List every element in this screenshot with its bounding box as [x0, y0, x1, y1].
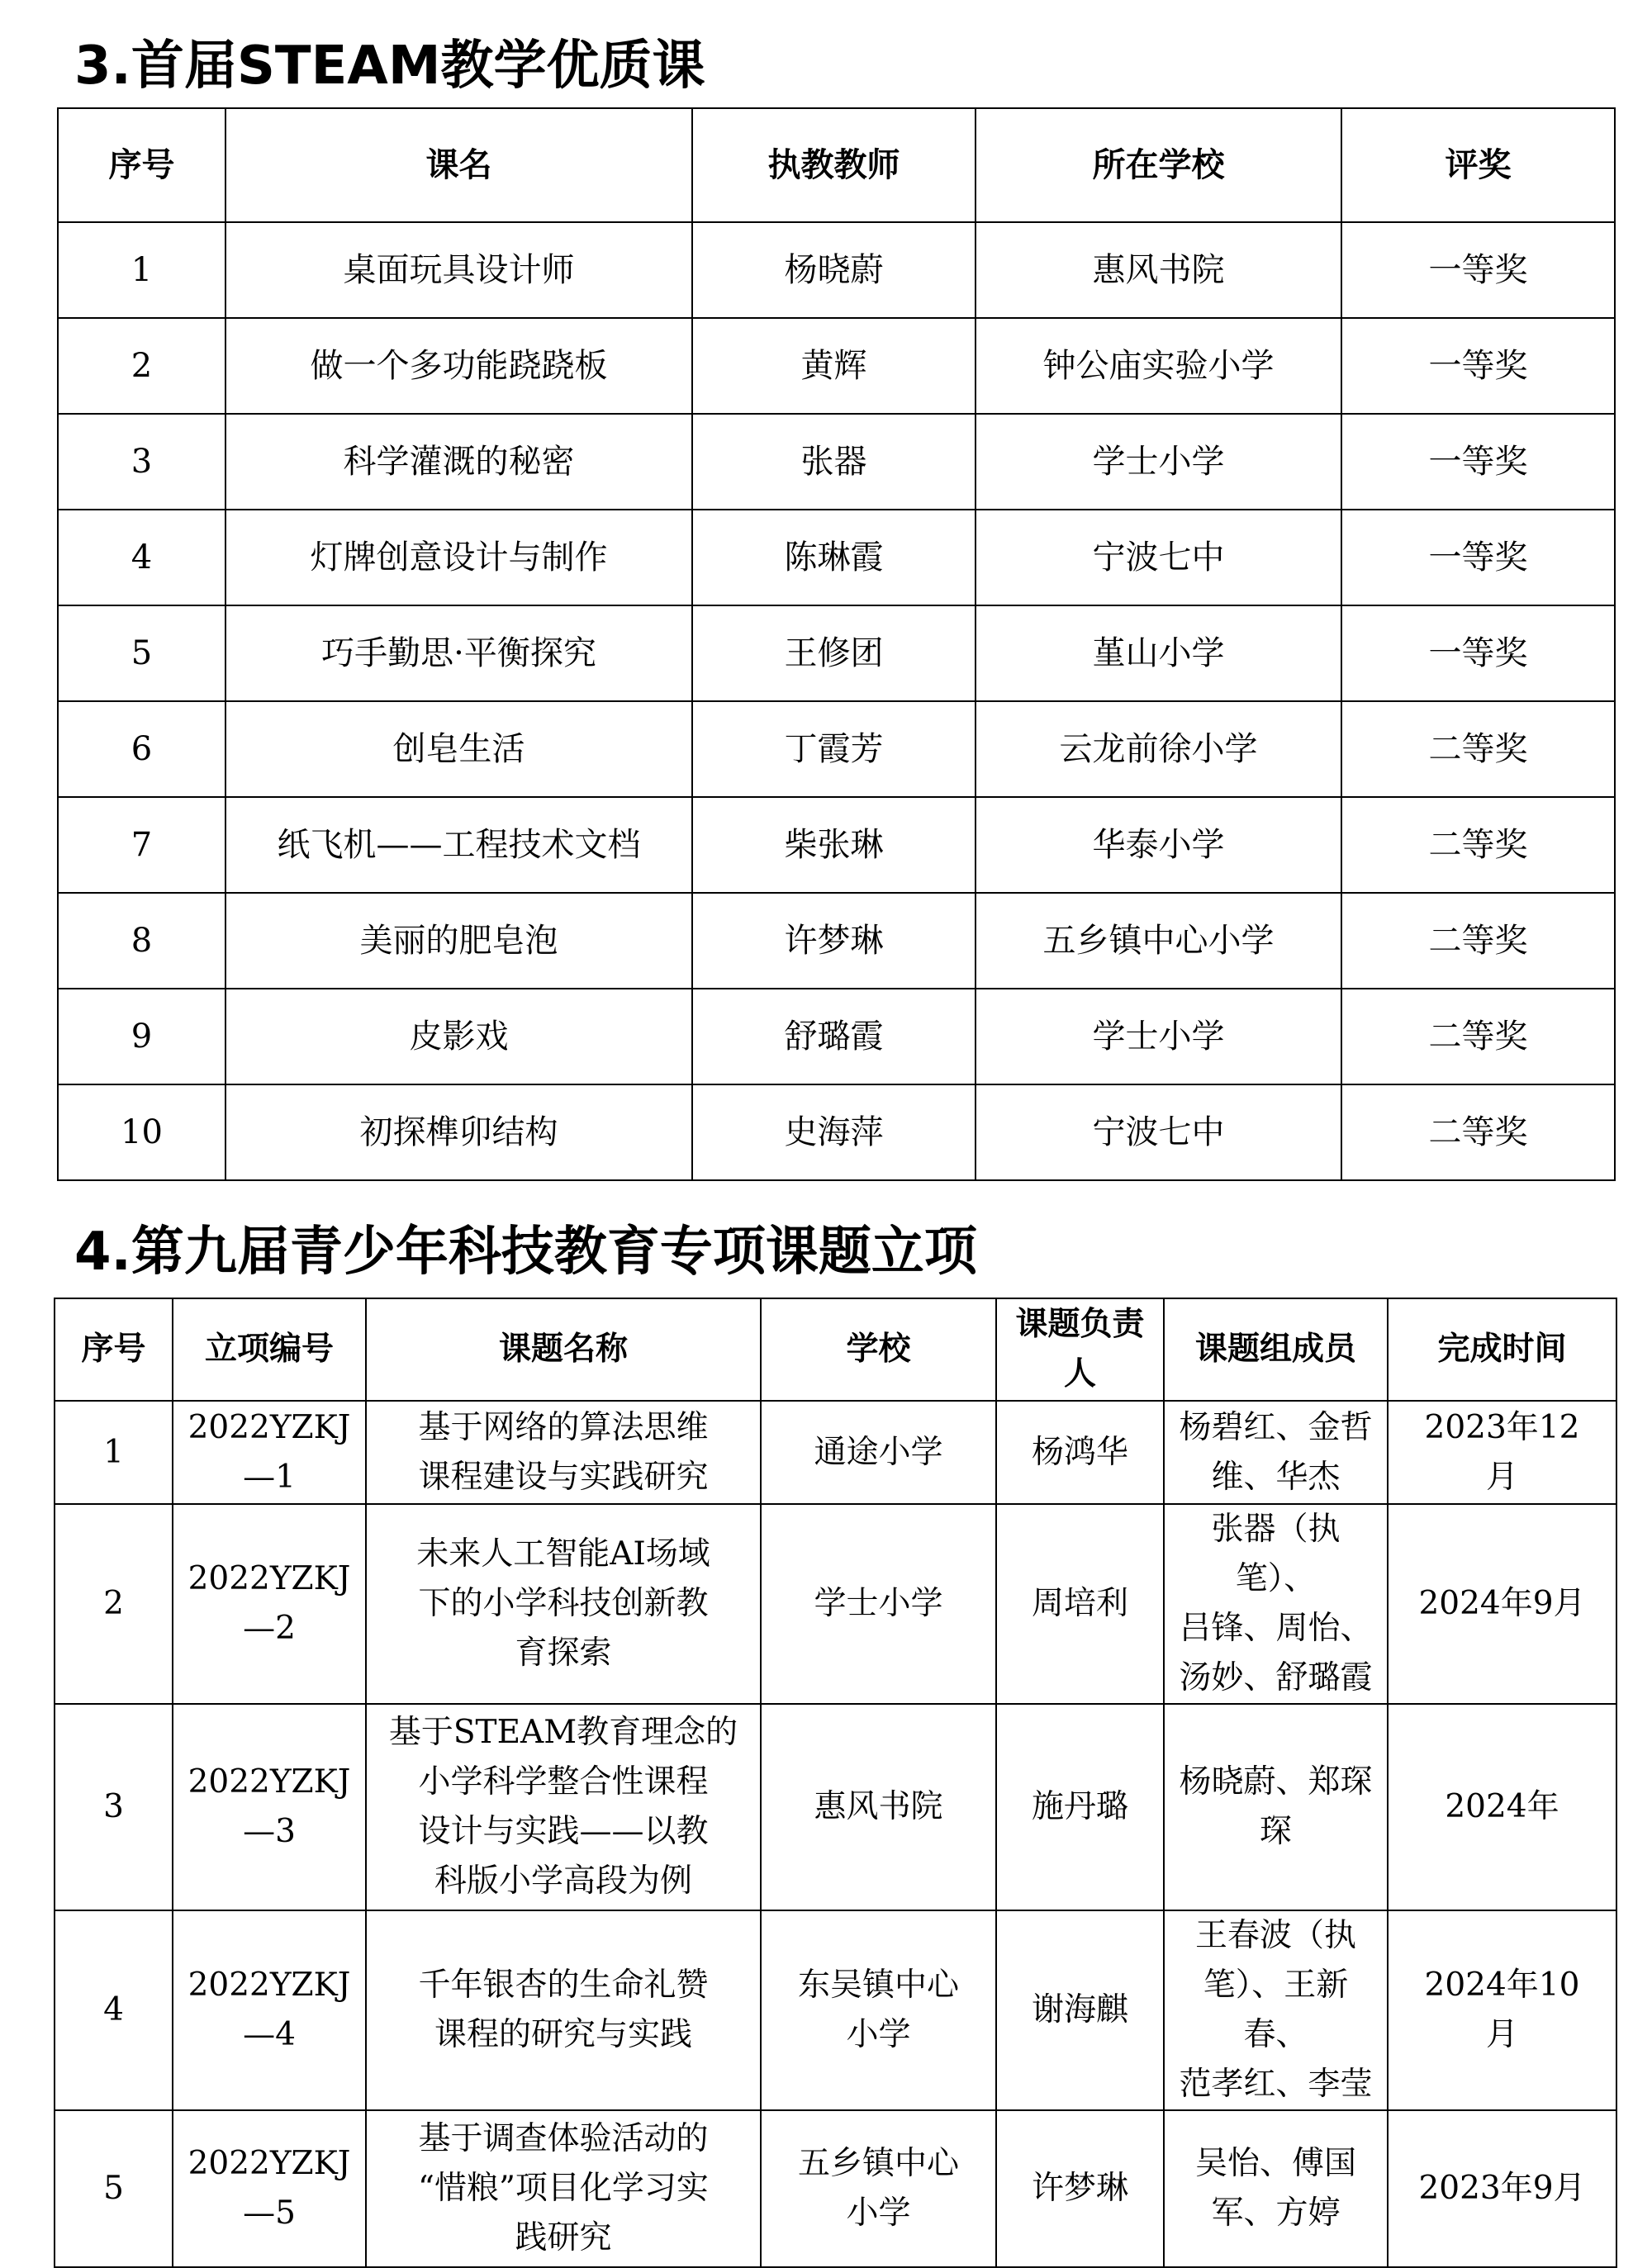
cell-leader: 杨鸿华 [996, 1401, 1164, 1504]
cell-index: 6 [58, 701, 225, 797]
cell-school: 五乡镇中心 小学 [761, 2110, 996, 2267]
cell-teacher: 柴张琳 [692, 797, 976, 893]
table-row [58, 1084, 1615, 1180]
cell-school: 宁波七中 [976, 510, 1341, 605]
cell-school: 华泰小学 [976, 797, 1341, 893]
cell-project-name: 基于网络的算法思维 课程建设与实践研究 [366, 1401, 761, 1504]
cell-leader: 周培利 [996, 1504, 1164, 1704]
table-row [55, 2110, 1616, 2267]
cell-index: 8 [58, 893, 225, 989]
cell-teacher: 许梦琳 [692, 893, 976, 989]
cell-leader: 许梦琳 [996, 2110, 1164, 2267]
cell-project-code: 2022YZKJ —3 [173, 1704, 366, 1910]
cell-award: 一等奖 [1341, 510, 1615, 605]
cell-award: 二等奖 [1341, 701, 1615, 797]
section-title-steam-courses: 3.首届STEAM教学优质课 [74, 36, 705, 97]
table-row [58, 414, 1615, 510]
table-header-row [55, 1298, 1616, 1401]
cell-school: 宁波七中 [976, 1084, 1341, 1180]
cell-school: 东吴镇中心 小学 [761, 1910, 996, 2110]
cell-completion-time: 2024年10 月 [1388, 1910, 1616, 2110]
cell-course-name: 美丽的肥皂泡 [225, 893, 692, 989]
cell-school: 通途小学 [761, 1401, 996, 1504]
header-project-name: 课题名称 [366, 1298, 761, 1401]
cell-index: 2 [55, 1504, 173, 1704]
cell-index: 5 [55, 2110, 173, 2267]
cell-project-code: 2022YZKJ —4 [173, 1910, 366, 2110]
cell-completion-time: 2024年 [1388, 1704, 1616, 1910]
header-index: 序号 [58, 108, 225, 222]
cell-index: 4 [55, 1910, 173, 2110]
steam-courses-table [57, 107, 1616, 1181]
header-teacher: 执教教师 [692, 108, 976, 222]
table-row [58, 893, 1615, 989]
cell-school: 钟公庙实验小学 [976, 318, 1341, 414]
table-row [58, 222, 1615, 318]
table-row [55, 1704, 1616, 1910]
cell-teacher: 王修团 [692, 605, 976, 701]
cell-members: 杨碧红、金哲 维、华杰 [1164, 1401, 1388, 1504]
header-completion-time: 完成时间 [1388, 1298, 1616, 1401]
cell-award: 一等奖 [1341, 222, 1615, 318]
cell-course-name: 科学灌溉的秘密 [225, 414, 692, 510]
cell-leader: 谢海麒 [996, 1910, 1164, 2110]
header-project-code: 立项编号 [173, 1298, 366, 1401]
cell-teacher: 杨晓蔚 [692, 222, 976, 318]
cell-course-name: 桌面玩具设计师 [225, 222, 692, 318]
table-row [58, 797, 1615, 893]
research-projects-table [54, 1298, 1617, 2268]
cell-index: 10 [58, 1084, 225, 1180]
cell-course-name: 纸飞机——工程技术文档 [225, 797, 692, 893]
cell-completion-time: 2023年9月 [1388, 2110, 1616, 2267]
cell-school: 五乡镇中心小学 [976, 893, 1341, 989]
header-index: 序号 [55, 1298, 173, 1401]
header-members: 课题组成员 [1164, 1298, 1388, 1401]
cell-members: 王春波（执 笔）、王新春、 范孝红、李莹 [1164, 1910, 1388, 2110]
cell-index: 2 [58, 318, 225, 414]
cell-project-name: 千年银杏的生命礼赞 课程的研究与实践 [366, 1910, 761, 2110]
cell-course-name: 灯牌创意设计与制作 [225, 510, 692, 605]
cell-index: 3 [58, 414, 225, 510]
header-award: 评奖 [1341, 108, 1615, 222]
table-header-row [58, 108, 1615, 222]
cell-school: 云龙前徐小学 [976, 701, 1341, 797]
section-title-research-projects: 4.第九届青少年科技教育专项课题立项 [74, 1222, 977, 1283]
cell-school: 学士小学 [976, 414, 1341, 510]
cell-award: 二等奖 [1341, 1084, 1615, 1180]
header-course-name: 课名 [225, 108, 692, 222]
table-row [58, 605, 1615, 701]
cell-index: 1 [58, 222, 225, 318]
table-row [58, 701, 1615, 797]
cell-index: 3 [55, 1704, 173, 1910]
cell-teacher: 丁霞芳 [692, 701, 976, 797]
cell-teacher: 黄辉 [692, 318, 976, 414]
cell-course-name: 创皂生活 [225, 701, 692, 797]
cell-school: 堇山小学 [976, 605, 1341, 701]
cell-members: 吴怡、傅国 军、方婷 [1164, 2110, 1388, 2267]
cell-teacher: 张器 [692, 414, 976, 510]
cell-completion-time: 2024年9月 [1388, 1504, 1616, 1704]
cell-project-name: 基于调查体验活动的 “惜粮”项目化学习实 践研究 [366, 2110, 761, 2267]
cell-school: 惠风书院 [761, 1704, 996, 1910]
table-row [58, 318, 1615, 414]
cell-index: 1 [55, 1401, 173, 1504]
cell-course-name: 巧手勤思·平衡探究 [225, 605, 692, 701]
cell-school: 学士小学 [976, 989, 1341, 1084]
cell-completion-time: 2023年12 月 [1388, 1401, 1616, 1504]
cell-index: 4 [58, 510, 225, 605]
cell-award: 一等奖 [1341, 414, 1615, 510]
cell-course-name: 皮影戏 [225, 989, 692, 1084]
table-row [55, 1504, 1616, 1704]
cell-teacher: 史海萍 [692, 1084, 976, 1180]
cell-award: 二等奖 [1341, 797, 1615, 893]
cell-course-name: 做一个多功能跷跷板 [225, 318, 692, 414]
cell-members: 杨晓蔚、郑琛 琛 [1164, 1704, 1388, 1910]
header-school: 所在学校 [976, 108, 1341, 222]
cell-award: 一等奖 [1341, 318, 1615, 414]
cell-course-name: 初探榫卯结构 [225, 1084, 692, 1180]
cell-project-name: 基于STEAM教育理念的 小学科学整合性课程 设计与实践——以教 科版小学高段为例 [366, 1704, 761, 1910]
cell-school: 惠风书院 [976, 222, 1341, 318]
cell-index: 9 [58, 989, 225, 1084]
header-leader: 课题负责 人 [996, 1298, 1164, 1401]
cell-leader: 施丹璐 [996, 1704, 1164, 1910]
cell-project-code: 2022YZKJ —1 [173, 1401, 366, 1504]
table-row [58, 989, 1615, 1084]
cell-teacher: 舒璐霞 [692, 989, 976, 1084]
table-row [58, 510, 1615, 605]
cell-project-code: 2022YZKJ —2 [173, 1504, 366, 1704]
cell-index: 7 [58, 797, 225, 893]
table-row [55, 1401, 1616, 1504]
cell-teacher: 陈琳霞 [692, 510, 976, 605]
cell-school: 学士小学 [761, 1504, 996, 1704]
table-row [55, 1910, 1616, 2110]
cell-project-code: 2022YZKJ —5 [173, 2110, 366, 2267]
cell-project-name: 未来人工智能AI场域 下的小学科技创新教 育探索 [366, 1504, 761, 1704]
cell-index: 5 [58, 605, 225, 701]
cell-award: 二等奖 [1341, 989, 1615, 1084]
cell-award: 一等奖 [1341, 605, 1615, 701]
cell-members: 张器（执笔）、 吕锋、周怡、 汤妙、舒璐霞 [1164, 1504, 1388, 1704]
header-school: 学校 [761, 1298, 996, 1401]
cell-award: 二等奖 [1341, 893, 1615, 989]
